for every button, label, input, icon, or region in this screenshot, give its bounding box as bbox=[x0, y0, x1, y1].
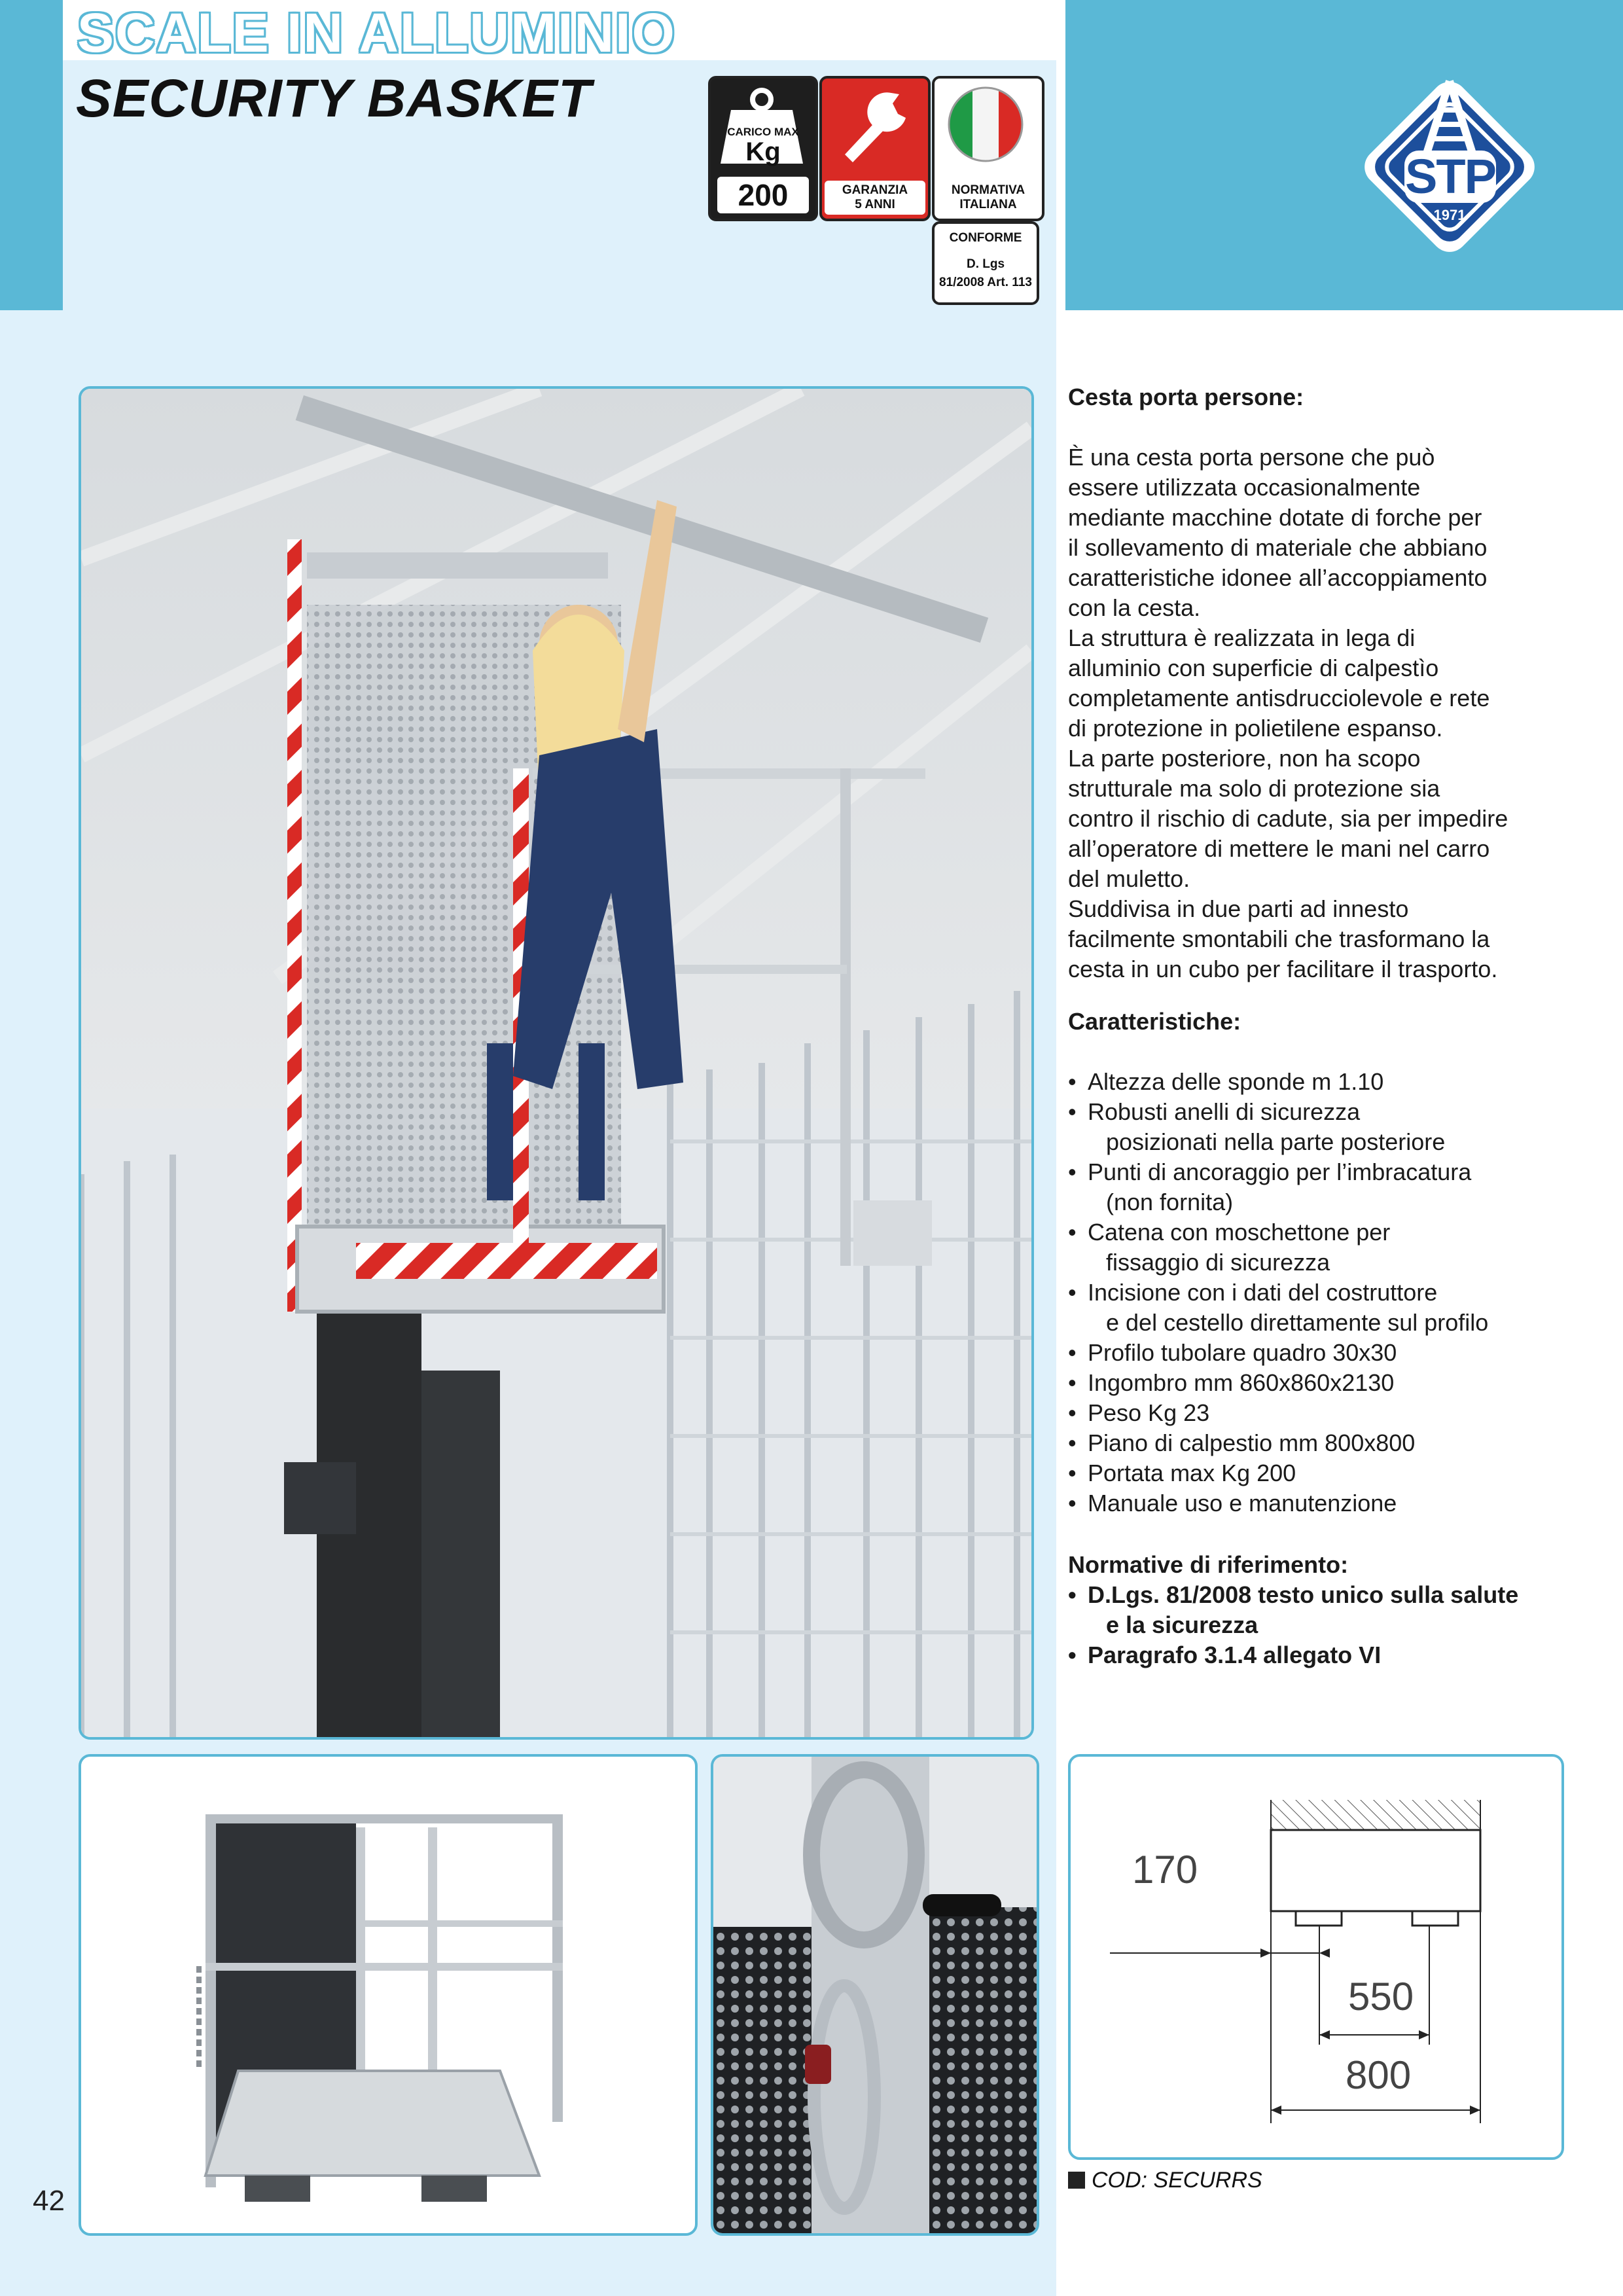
text-line: La parte posteriore, non ha scopo bbox=[1068, 745, 1421, 772]
list-item: • Portata max Kg 200 bbox=[1068, 1458, 1605, 1488]
text-line: Suddivisa in due parti ad innesto bbox=[1068, 895, 1409, 922]
list-item: • D.Lgs. 81/2008 testo unico sulla salute e la sicurezza bbox=[1068, 1580, 1605, 1640]
description-body bbox=[1068, 442, 1605, 984]
load-unit: Kg bbox=[745, 137, 781, 166]
page-number: 42 bbox=[33, 2185, 65, 2217]
dimension-800: 800 bbox=[1346, 2053, 1412, 2097]
features-list bbox=[1068, 1067, 1605, 1518]
section-heading-features: Caratteristiche: bbox=[1068, 1008, 1241, 1035]
text-line: all’operatore di mettere le mani nel carro bbox=[1068, 835, 1490, 862]
product-title: SECURITY BASKET bbox=[76, 69, 592, 128]
load-top-label: CARICO MAX bbox=[727, 126, 799, 138]
category-title: SCALE IN ALLUMINIO bbox=[77, 2, 676, 63]
list-item: • Altezza delle sponde m 1.10 bbox=[1068, 1067, 1605, 1097]
load-value: 200 bbox=[717, 177, 809, 213]
left-accent-bar bbox=[0, 0, 63, 310]
features-section bbox=[1068, 1007, 1605, 1518]
warranty-badge bbox=[819, 76, 931, 221]
list-item: • Catena con moschettone per fissaggio di sicurezza bbox=[1068, 1217, 1605, 1278]
list-item: • Ingombro mm 860x860x2130 bbox=[1068, 1368, 1605, 1398]
warranty-line2: 5 ANNI bbox=[855, 198, 895, 211]
list-item: • Profilo tubolare quadro 30x30 bbox=[1068, 1338, 1605, 1368]
wrench-icon bbox=[829, 84, 921, 169]
text-line: facilmente smontabili che trasformano la bbox=[1068, 925, 1490, 952]
text-line: strutturale ma solo di protezione sia bbox=[1068, 775, 1440, 802]
text-line: con la cesta. bbox=[1068, 594, 1201, 621]
dimension-drawing bbox=[1068, 1754, 1564, 2160]
list-item: • Piano di calpestio mm 800x800 bbox=[1068, 1428, 1605, 1458]
list-item: • Paragrafo 3.1.4 allegato VI bbox=[1068, 1640, 1605, 1670]
description-section bbox=[1068, 382, 1605, 984]
text-line: La struttura è realizzata in lega di bbox=[1068, 624, 1416, 651]
standards-section bbox=[1068, 1550, 1605, 1670]
italy-flag-icon bbox=[946, 85, 1025, 164]
section-heading-description: Cesta porta persone: bbox=[1068, 384, 1304, 410]
max-load-badge bbox=[708, 76, 818, 221]
brand-logo bbox=[1342, 59, 1558, 278]
text-line: mediante macchine dotate di forche per bbox=[1068, 504, 1482, 531]
text-line: cesta in un cubo per facilitare il trasporto. bbox=[1068, 956, 1498, 982]
list-item: • Incisione con i dati del costruttore e del cestello direttamente sul profilo bbox=[1068, 1278, 1605, 1338]
square-bullet-icon bbox=[1068, 2172, 1085, 2189]
conformity-badge bbox=[932, 221, 1039, 305]
conform-line2: D. Lgs bbox=[966, 257, 1005, 271]
list-item: • Peso Kg 23 bbox=[1068, 1398, 1605, 1428]
ring-detail-photo bbox=[711, 1754, 1039, 2236]
standards-list bbox=[1068, 1580, 1605, 1670]
norm-line2: ITALIANA bbox=[959, 198, 1017, 211]
logo-letters: STP bbox=[1405, 149, 1495, 204]
conform-line3: 81/2008 Art. 113 bbox=[939, 276, 1032, 289]
text-line: di protezione in polietilene espanso. bbox=[1068, 715, 1443, 742]
logo-year: 1971 bbox=[1433, 207, 1466, 223]
main-photo bbox=[79, 386, 1034, 1740]
text-line: alluminio con superficie di calpestìo bbox=[1068, 655, 1439, 681]
text-line: il sollevamento di materiale che abbiano bbox=[1068, 534, 1488, 561]
basket-photo bbox=[79, 1754, 698, 2236]
text-line: caratteristiche idonee all’accoppiamento bbox=[1068, 564, 1488, 591]
section-heading-standards: Normative di riferimento: bbox=[1068, 1551, 1349, 1578]
text-line: del muletto. bbox=[1068, 865, 1190, 892]
italian-norm-badge bbox=[932, 76, 1044, 221]
text-line: È una cesta porta persone che può bbox=[1068, 444, 1435, 471]
text-line: completamente antisdrucciolevole e rete bbox=[1068, 685, 1490, 711]
conform-line1: CONFORME bbox=[949, 231, 1022, 245]
dimension-550: 550 bbox=[1348, 1975, 1414, 2018]
product-code bbox=[1068, 2168, 1262, 2193]
text-line: contro il rischio di cadute, sia per impedire bbox=[1068, 805, 1508, 832]
dimension-170: 170 bbox=[1132, 1848, 1198, 1892]
norm-line1: NORMATIVA bbox=[951, 183, 1026, 197]
list-item: • Punti di ancoraggio per l’imbracatura (non fornita) bbox=[1068, 1157, 1605, 1217]
warranty-line1: GARANZIA bbox=[842, 183, 908, 197]
list-item: • Robusti anelli di sicurezza posizionati nella parte posteriore bbox=[1068, 1097, 1605, 1157]
text-line: essere utilizzata occasionalmente bbox=[1068, 474, 1421, 501]
product-code-text: COD: SECURRS bbox=[1092, 2168, 1262, 2193]
list-item: • Manuale uso e manutenzione bbox=[1068, 1488, 1605, 1518]
